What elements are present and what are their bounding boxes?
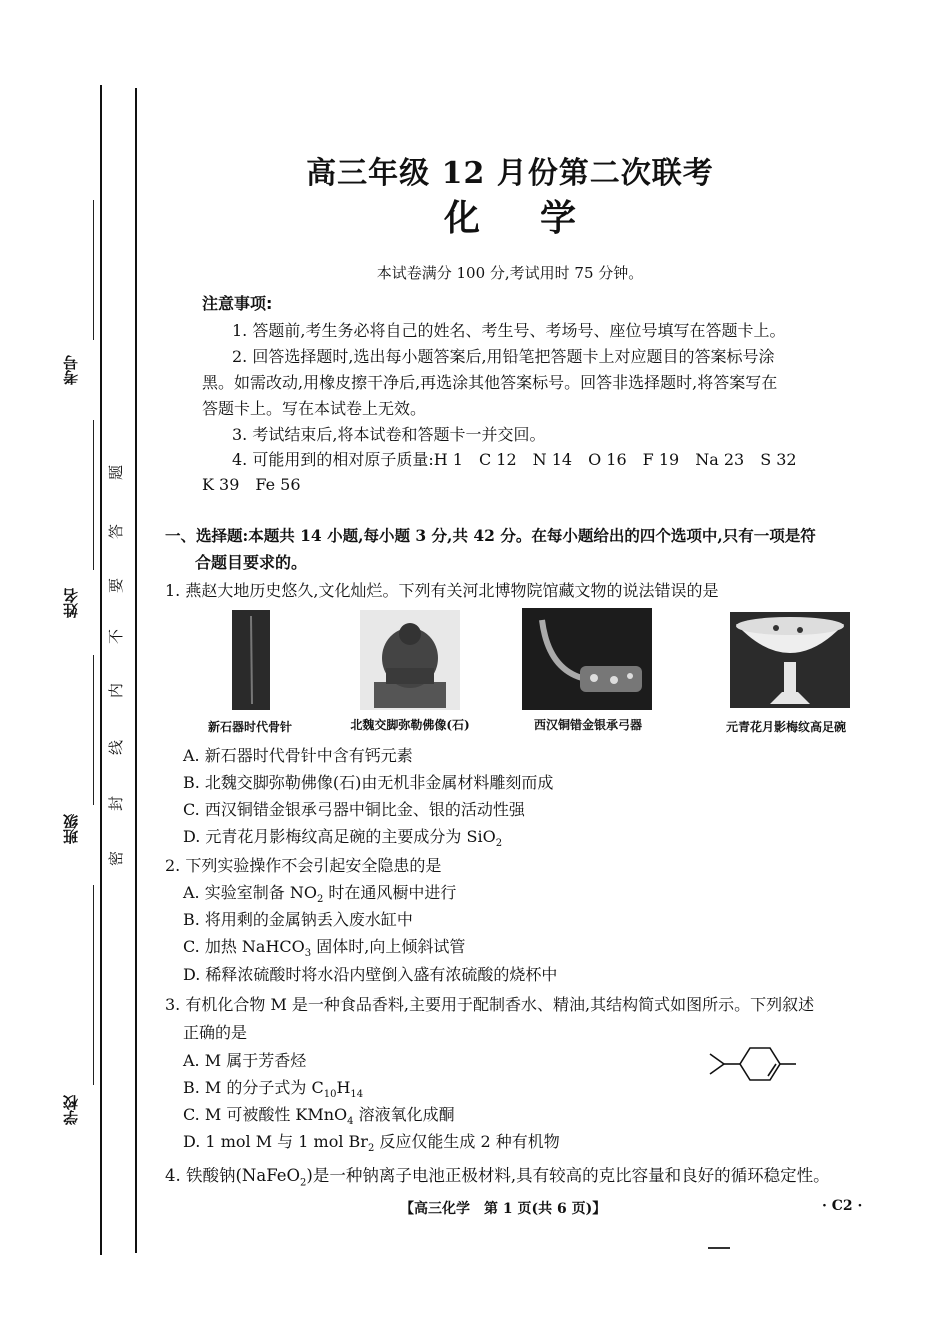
q1-option-c: C. 西汉铜错金银承弓器中铜比金、银的活动性强 xyxy=(183,800,525,819)
q1-option-d xyxy=(183,824,502,849)
caption-bow-holder: 西汉铜错金银承弓器 xyxy=(533,718,642,732)
notice-line-4: 答题卡上。写在本试卷上无效。 xyxy=(202,399,427,418)
label-name: 姓名 xyxy=(62,588,80,618)
q3-option-d xyxy=(183,1129,560,1154)
q3-option-d-sub: 2 xyxy=(367,1143,375,1155)
bone-needle-icon xyxy=(232,610,270,710)
q1-option-d-text: D. 元青花月影梅纹高足碗的主要成分为 SiO xyxy=(183,827,496,846)
q2-option-a-pre: A. 实验室制备 NO xyxy=(183,883,317,902)
margin-line-left xyxy=(100,85,102,1255)
q3-option-d-pre: D. 1 mol M 与 1 mol Br xyxy=(183,1132,368,1151)
notice-line-2: 2. 回答选择题时,选出每小题答案后,用铅笔把答题卡上对应题目的答案标号涂 xyxy=(232,347,775,366)
caption-stem-bowl: 元青花月影梅纹高足碗 xyxy=(725,720,846,734)
q2-option-a-sub: 2 xyxy=(316,894,324,906)
q2-option-c xyxy=(183,934,465,959)
artifact-image-maitreya-statue xyxy=(360,610,460,710)
q1-option-b: B. 北魏交脚弥勒佛像(石)由无机非金属材料雕刻而成 xyxy=(183,773,554,792)
seal-char-2: 答 xyxy=(107,523,126,540)
seal-char-4: 不 xyxy=(107,628,126,645)
notice-line-6: 4. 可能用到的相对原子质量:H 1 C 12 N 14 O 16 F 19 Na 23 S 32 xyxy=(232,450,797,469)
q3-option-a: A. M 属于芳香烃 xyxy=(183,1051,307,1070)
blank-line-school xyxy=(93,885,94,1085)
notice-line-1: 1. 答题前,考生务必将自己的姓名、考生号、考场号、座位号填写在答题卡上。 xyxy=(232,321,786,340)
notice-heading: 注意事项: xyxy=(202,294,273,313)
q2-option-c-sub: 3 xyxy=(304,948,312,960)
blank-line-exam-number xyxy=(93,200,94,340)
notice-line-7: K 39 Fe 56 xyxy=(202,475,301,494)
footer-mark xyxy=(708,1247,730,1249)
paper-code: · C2 · xyxy=(822,1198,863,1214)
section-heading-line-2: 合题目要求的。 xyxy=(195,553,308,572)
seal-char-3: 要 xyxy=(107,577,126,594)
q3-option-b xyxy=(183,1075,363,1100)
section-heading-line-1: 一、选择题:本题共 14 小题,每小题 3 分,共 42 分。在每小题给出的四个选项中,只有一项是符 xyxy=(165,526,816,545)
blank-line-class xyxy=(93,655,94,805)
q2-option-c-pre: C. 加热 NaHCO xyxy=(183,937,305,956)
q3-option-b-pre: B. M 的分子式为 C xyxy=(183,1078,324,1097)
q3-option-c-pre: C. M 可被酸性 KMnO xyxy=(183,1105,348,1124)
artifact-image-stem-bowl xyxy=(730,612,850,708)
q1-option-d-sub: 2 xyxy=(495,838,503,850)
q3-option-c-sub: 4 xyxy=(347,1116,354,1128)
q3-option-b-sub1: 10 xyxy=(323,1089,337,1101)
notice-line-3: 黑。如需改动,用橡皮擦干净后,再选涂其他答案标号。回答非选择题时,将答案写在 xyxy=(202,373,778,392)
q3-stem: 3. 有机化合物 M 是一种食品香料,主要用于配制香水、精油,其结构简式如图所示。下列叙述 xyxy=(165,995,815,1014)
label-class: 班级 xyxy=(62,814,80,844)
statue-icon xyxy=(360,610,460,710)
q1-stem: 1. 燕赵大地历史悠久,文化灿烂。下列有关河北博物院馆藏文物的说法错误的是 xyxy=(165,581,719,600)
subject-title: 化学 xyxy=(443,198,636,239)
q3-stem-2: 正确的是 xyxy=(183,1023,248,1042)
q4-stem xyxy=(165,1162,830,1188)
seal-char-6: 线 xyxy=(107,739,126,756)
q2-option-c-post: 固体时,向上倾斜试管 xyxy=(311,937,466,956)
exam-title: 高三年级 12 月份第二次联考 xyxy=(306,156,714,191)
q3-option-b-mid: H xyxy=(336,1078,351,1097)
q4-stem-post: )是一种钠离子电池正极材料,具有较高的克比容量和良好的循环稳定性。 xyxy=(306,1166,830,1185)
seal-char-7: 封 xyxy=(107,795,126,812)
q2-option-b: B. 将用剩的金属钠丢入废水缸中 xyxy=(183,910,413,929)
q4-stem-sub: 2 xyxy=(300,1177,307,1189)
blank-line-name xyxy=(93,420,94,570)
bow-holder-icon xyxy=(522,608,652,710)
exam-info: 本试卷满分 100 分,考试用时 75 分钟。 xyxy=(376,264,644,282)
q3-option-b-sub2: 14 xyxy=(350,1089,364,1101)
q2-stem: 2. 下列实验操作不会引起安全隐患的是 xyxy=(165,856,442,875)
notice-line-5: 3. 考试结束后,将本试卷和答题卡一并交回。 xyxy=(232,425,546,444)
label-school: 学校 xyxy=(62,1095,80,1125)
label-exam-number: 考号 xyxy=(62,355,80,385)
q2-option-d: D. 稀释浓硫酸时将水沿内壁倒入盛有浓硫酸的烧杯中 xyxy=(183,965,558,984)
q3-option-d-post: 反应仅能生成 2 种有机物 xyxy=(374,1132,560,1151)
seal-char-5: 内 xyxy=(107,682,126,699)
seal-char-1: 题 xyxy=(107,464,126,481)
caption-maitreya-statue: 北魏交脚弥勒佛像(石) xyxy=(350,718,470,732)
caption-bone-needle: 新石器时代骨针 xyxy=(207,720,292,734)
seal-char-8: 密 xyxy=(107,850,126,867)
margin-line-right xyxy=(135,88,137,1253)
q1-option-a: A. 新石器时代骨针中含有钙元素 xyxy=(183,746,413,765)
q3-option-c xyxy=(183,1102,455,1127)
q2-option-a-post: 时在通风橱中进行 xyxy=(323,883,457,902)
stem-bowl-icon xyxy=(730,612,850,708)
structure-formula-m xyxy=(706,1042,802,1086)
q2-option-a xyxy=(183,880,456,905)
q3-option-c-post: 溶液氧化成酮 xyxy=(353,1105,455,1124)
artifact-image-bow-holder xyxy=(522,608,652,710)
q4-stem-pre: 4. 铁酸钠(NaFeO xyxy=(165,1166,301,1185)
artifact-image-bone-needle xyxy=(232,610,270,710)
page-footer: 【高三化学 第 1 页(共 6 页)】 xyxy=(400,1201,607,1217)
